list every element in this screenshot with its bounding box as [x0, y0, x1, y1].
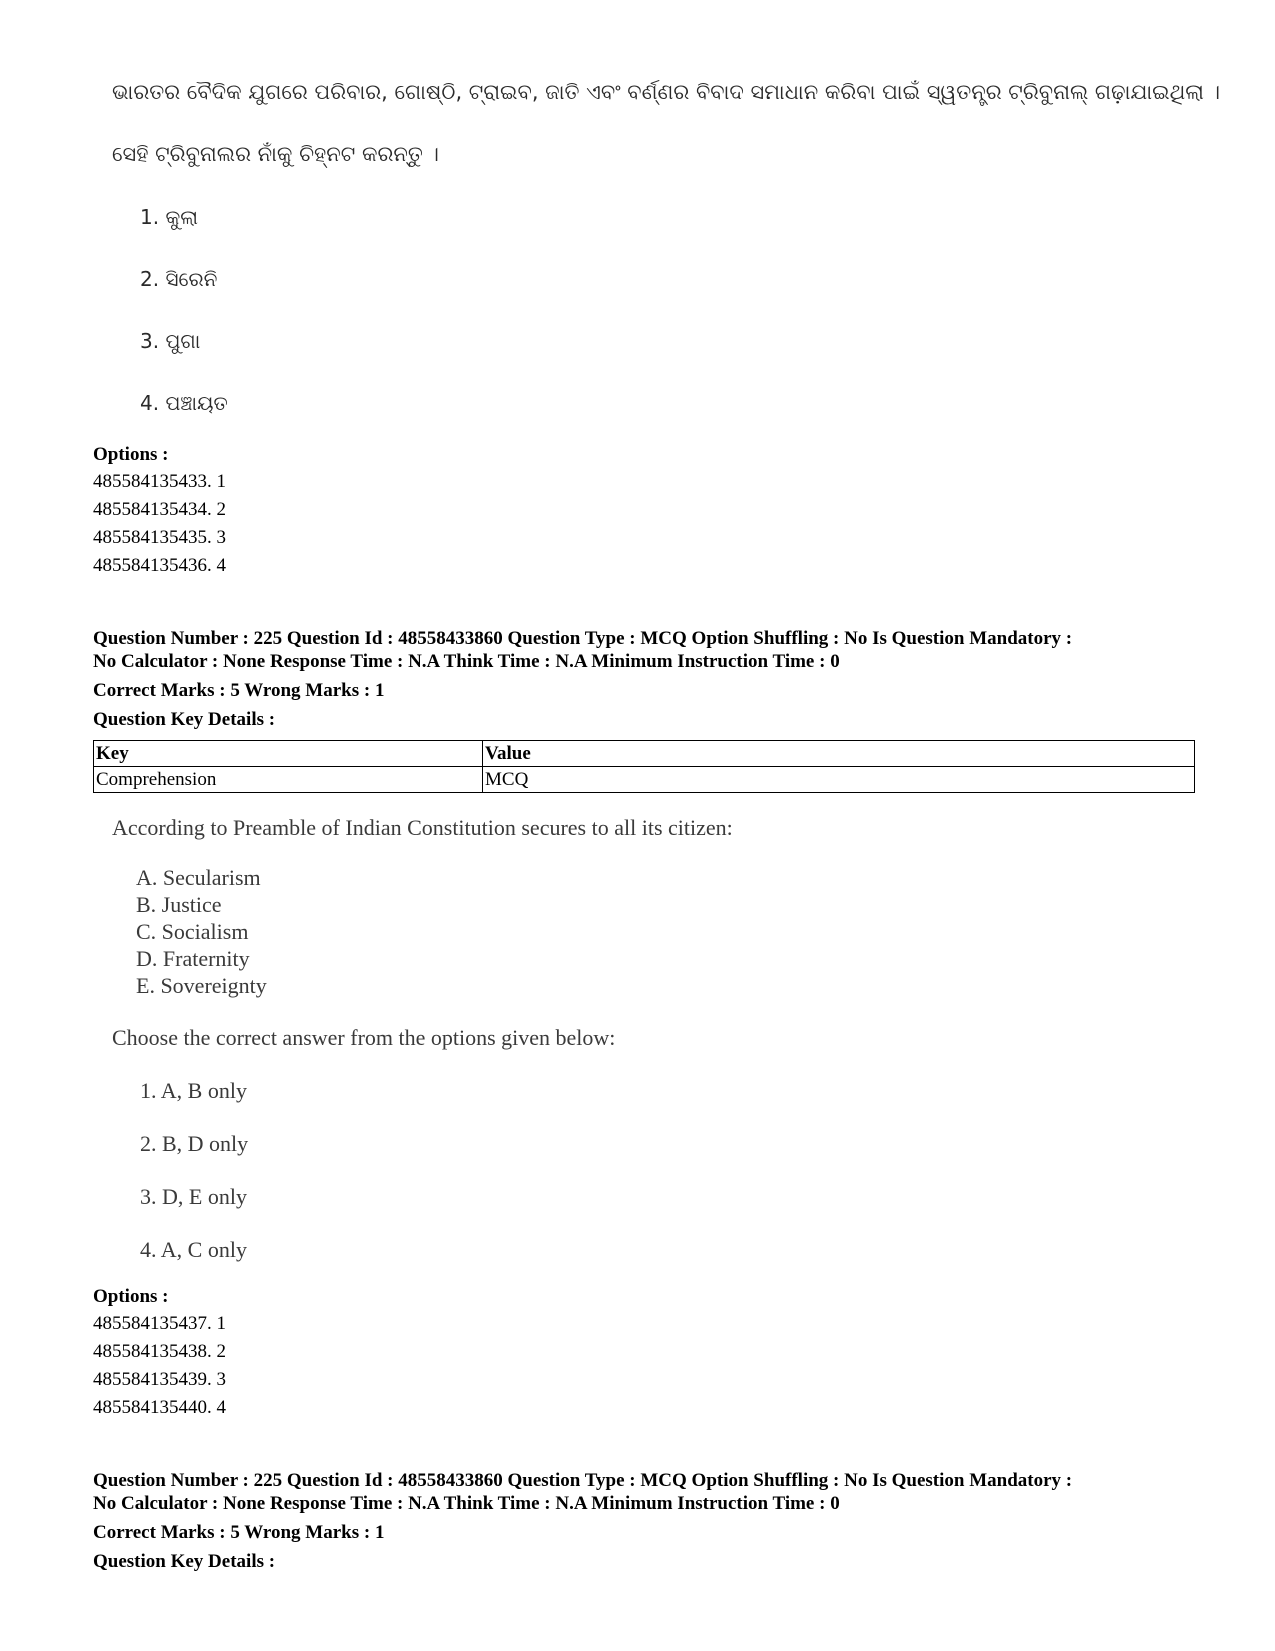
answer-choice-3: 3. D, E only — [140, 1184, 247, 1209]
question-meta-line-1: Question Number : 225 Question Id : 48558433860 Question Type : MCQ Option Shuffling : No Is Question Mandatory : — [93, 1470, 1073, 1491]
answer-choice-2: 2. B, D only — [140, 1131, 249, 1156]
statement-item: E. Sovereignty — [136, 973, 267, 998]
answer-choice-1: 1. କୁଲା — [140, 205, 198, 229]
statement-item: D. Fraternity — [136, 946, 250, 971]
answer-choice-4: 4. A, C only — [140, 1237, 247, 1262]
option-id: 485584135434. 2 — [93, 499, 226, 520]
question-instruction: Choose the correct answer from the options given below: — [112, 1025, 616, 1050]
key-table-row — [94, 767, 1195, 793]
statement-item: A. Secularism — [136, 865, 261, 890]
marks-line: Correct Marks : 5 Wrong Marks : 1 — [93, 1522, 385, 1543]
marks-line: Correct Marks : 5 Wrong Marks : 1 — [93, 680, 385, 701]
question-stem-line-2: ସେହି ଟ୍ରିବୁନାଲର ନାଁକୁ ଚିହ୍ନଟ କରନ୍ତୁ । — [112, 142, 439, 166]
option-id: 485584135439. 3 — [93, 1369, 226, 1390]
option-id: 485584135433. 1 — [93, 471, 226, 492]
statement-item: C. Socialism — [136, 919, 249, 944]
answer-choice-4: 4. ପଞ୍ଚାୟତ — [140, 391, 228, 415]
option-id: 485584135440. 4 — [93, 1397, 226, 1418]
options-label: Options : — [93, 1286, 169, 1307]
key-cell: Comprehension — [94, 767, 483, 793]
key-header-cell: Key — [94, 741, 483, 767]
question-meta-line-2: No Calculator : None Response Time : N.A Think Time : N.A Minimum Instruction Time : 0 — [93, 651, 840, 672]
question-stem-line-1: ଭାରତର ବୈଦିକ ଯୁଗରେ ପରିବାର, ଗୋଷ୍ଠି, ଟ୍ରାଇବ, ଜାତି ଏବଂ ବର୍ଣ୍ଣର ବିବାଦ ସମାଧାନ କରିବା ପାଇଁ ସ୍ୱତନ୍ତ୍ର ଟ୍ରିବୁନାଲ୍ ଗଢ଼ାଯାଇଥିଲା । — [112, 80, 1221, 104]
answer-choice-3: 3. ପୁଗା — [140, 329, 201, 353]
value-header-cell: Value — [483, 741, 1195, 767]
question-key-details-label: Question Key Details : — [93, 709, 276, 730]
option-id: 485584135436. 4 — [93, 555, 226, 576]
answer-choice-2: 2. ସିରେନି — [140, 267, 218, 291]
options-label: Options : — [93, 444, 169, 465]
question-meta-line-2: No Calculator : None Response Time : N.A Think Time : N.A Minimum Instruction Time : 0 — [93, 1493, 840, 1514]
statement-item: B. Justice — [136, 892, 222, 917]
answer-choice-1: 1. A, B only — [140, 1078, 247, 1103]
question-key-details-label: Question Key Details : — [93, 1551, 276, 1572]
value-cell: MCQ — [483, 767, 1195, 793]
key-details-table — [93, 740, 1195, 793]
option-id: 485584135435. 3 — [93, 527, 226, 548]
option-id: 485584135437. 1 — [93, 1313, 226, 1334]
option-id: 485584135438. 2 — [93, 1341, 226, 1362]
question-stem: According to Preamble of Indian Constitution secures to all its citizen: — [112, 815, 733, 840]
key-table-header-row — [94, 741, 1195, 767]
question-meta-line-1: Question Number : 225 Question Id : 48558433860 Question Type : MCQ Option Shuffling : No Is Question Mandatory : — [93, 628, 1073, 649]
